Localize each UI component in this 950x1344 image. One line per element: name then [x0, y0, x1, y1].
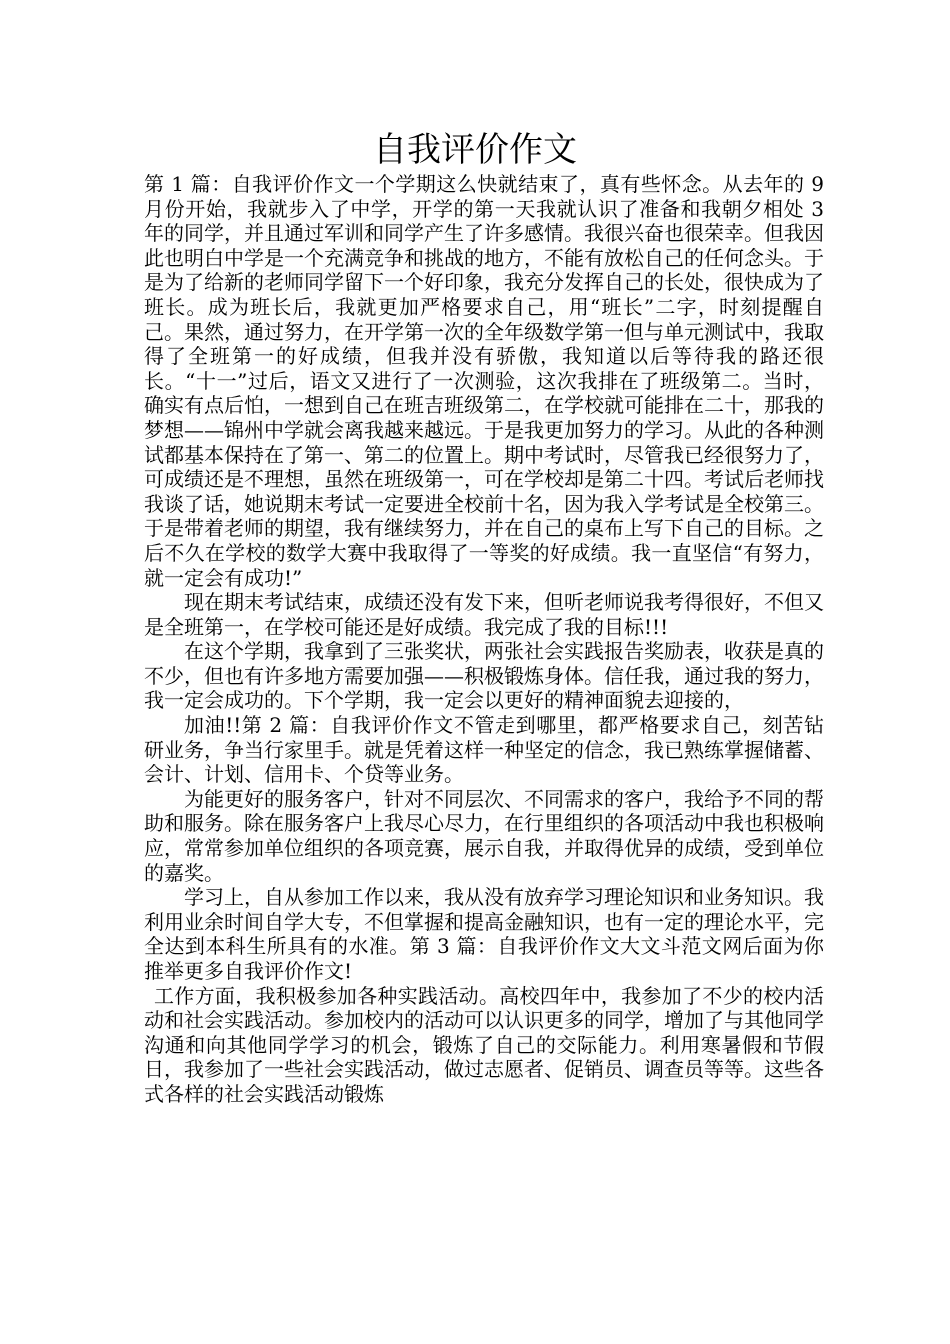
- paragraph-7: 工作方面，我积极参加各种实践活动。高校四年中，我参加了不少的校内活动和社会实践活动。参加校内的活动可以认识更多的同学，增加了与其他同学沟通和向其他同学学习的机会，锻炼了自己的交际能力。利用寒暑假和节假日，我参加了一些社会实践活动，做过志愿者、促销员、调查员等等。这些各式各样的社会实践活动锻炼: [144, 983, 824, 1106]
- paragraph-6: 学习上，自从参加工作以来，我从没有放弃学习理论知识和业务知识。我利用业余时间自学大专，不但掌握和提高金融知识，也有一定的理论水平，完全达到本科生所具有的水准。第 3 篇：自我评价作文大文斗范文网后面为你推举更多自我评价作文!: [144, 885, 824, 983]
- paragraph-2: 现在期末考试结束，成绩还没有发下来，但听老师说我考得很好，不但又是全班第一，在学校可能还是好成绩。我完成了我的目标!!!: [144, 590, 824, 639]
- paragraph-1: 第 1 篇：自我评价作文一个学期这么快就结束了，真有些怀念。从去年的 9 月份开始，我就步入了中学，开学的第一天我就认识了准备和我朝夕相处 3 年的同学，并且通过军训和同学产生了许多感情。我很兴奋也很荣幸。但我因此也明白中学是一个充满竞争和挑战的地方，不能有放松自己的任何念头。于是为了给新的老师同学留下一个好印象，我充分发挥自己的长处，很快成为了班长。成为班长后，我就更加严格要求自己，用“班长”二字，时刻提醒自己。果然，通过努力，在开学第一次的全年级数学第一但与单元测试中，我取得了全班第一的好成绩，但我并没有骄傲，我知道以后等待我的路还很长。“十一”过后，语文又进行了一次测验，这次我排在了班级第二。当时，确实有点后怕，一想到自己在班吉班级第二，在学校就可能排在二十，那我的梦想——锦州中学就会离我越来越远。于是我更加努力的学习。从此的各种测试都基本保持在了第一、第二的位置上。期中考试时，尽管我已经很努力了，可成绩还是不理想，虽然在班级第一，可在学校却是第二十四。考试后老师找我谈了话，她说期末考试一定要进全校前十名，因为我入学考试是全校第三。于是带着老师的期望，我有继续努力，并在自己的桌布上写下自己的目标。之后不久在学校的数学大赛中我取得了一等奖的好成绩。我一直坚信“有努力，就一定会有成功!”: [144, 172, 824, 590]
- document-title: 自我评价作文: [373, 130, 577, 170]
- document-body: [144, 172, 824, 1107]
- paragraph-5: 为能更好的服务客户，针对不同层次、不同需求的客户，我给予不同的帮助和服务。除在服务客户上我尽心尽力，在行里组织的各项活动中我也积极响应，常常参加单位组织的各项竞赛，展示自我，并取得优异的成绩，受到单位的嘉奖。: [144, 786, 824, 885]
- paragraph-3: 在这个学期，我拿到了三张奖状，两张社会实践报告奖励表，收获是真的不少，但也有许多地方需要加强——积极锻炼身体。信任我，通过我的努力，我一定会成功的。下个学期，我一定会以更好的精神面貌去迎接的，: [144, 639, 824, 713]
- paragraph-4: 加油!!第 2 篇：自我评价作文不管走到哪里，都严格要求自己，刻苦钻研业务，争当行家里手。就是凭着这样一种坚定的信念，我已熟练掌握储蓄、会计、计划、信用卡、个贷等业务。: [144, 713, 824, 787]
